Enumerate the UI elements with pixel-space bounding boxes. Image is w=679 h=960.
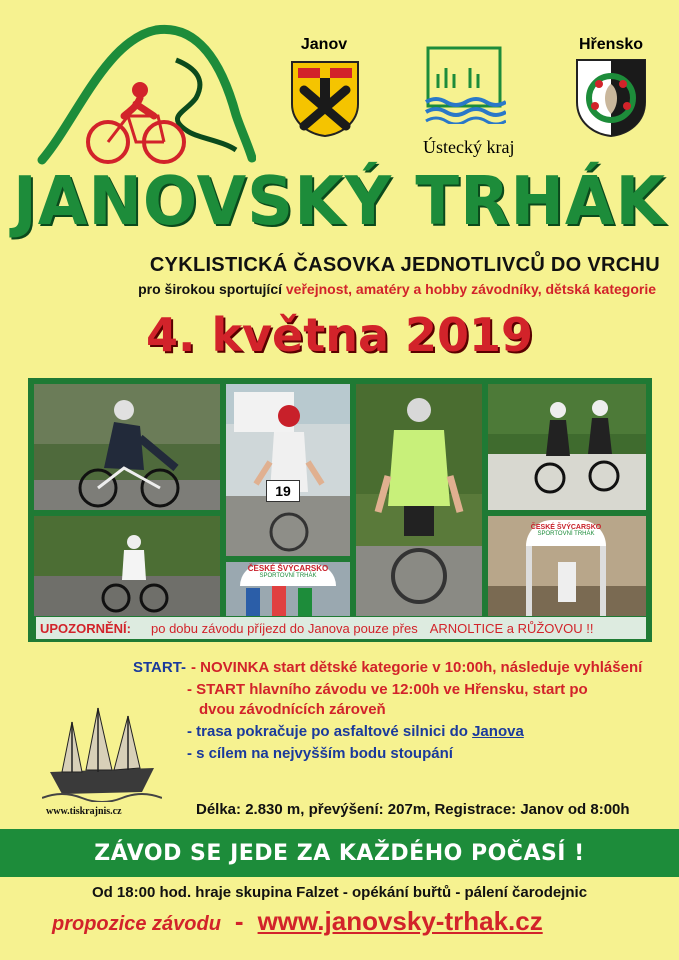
info-line1-dash: -: [191, 659, 196, 676]
cyclist-figure: [64, 398, 184, 508]
photo-rider-road: [34, 516, 220, 616]
photo-start-arch: [488, 516, 646, 616]
tagline-highlight: veřejnost, amatéry a hobby závodníky, dětská kategorie: [285, 281, 656, 297]
weather-banner-text: ZÁVOD SE JEDE ZA KAŽDÉHO POČASÍ !: [94, 840, 585, 866]
start-info: [133, 658, 663, 788]
website-link[interactable]: www.janovsky-trhak.cz: [257, 906, 543, 936]
footer: [52, 906, 652, 937]
start-arch-banner: [526, 520, 606, 546]
footer-label: propozice závodu: [52, 913, 221, 935]
cyclist-figure: [528, 398, 628, 498]
race-details: Délka: 2.830 m, převýšení: 207m, Registrace: Janov od 8:00h: [196, 801, 630, 818]
photo-rider-number: [226, 384, 350, 556]
podium-banner-line1: ČESKÉ ŠVÝCARSKO: [247, 564, 329, 573]
footer-dash: -: [234, 906, 244, 936]
printer-url[interactable]: www.tiskrajnis.cz: [46, 806, 122, 817]
tagline-prefix: pro širokou sportující: [138, 281, 282, 297]
sailing-ship-illustration: [42, 702, 162, 802]
photo-two-riders: [488, 384, 646, 510]
region-label: Ústecký kraj: [423, 137, 515, 157]
info-line-main-start: - START hlavního závodu ve 12:00h ve Hřensku, start po: [187, 681, 588, 698]
photo-rider-yellow: [356, 384, 482, 616]
warning-bar: [36, 617, 646, 639]
info-line-main-start-cont: dvou závodnících zároveň: [199, 701, 386, 718]
info-line-kids-start: [191, 658, 642, 678]
photo-collage: [28, 378, 652, 642]
event-date: 4. května 2019: [145, 308, 534, 362]
evening-program: Od 18:00 hod. hraje skupina Falzet - opékání buřtů - pálení čarodejnic: [91, 884, 588, 901]
arch-banner-line1: ČESKÉ ŠVÝCARSKO: [530, 524, 602, 531]
cyclist-figure: [364, 396, 474, 606]
info-line-finish: - s cílem na nejvyšším bodu stoupání: [187, 745, 453, 762]
warning-text: po dobu závodu příjezd do Janova pouze přes: [151, 620, 418, 636]
janov-coat-of-arms-icon: [290, 60, 360, 138]
info-line1-text: NOVINKA start dětské kategorie v 10:00h, následuje vyhlášení: [200, 659, 643, 676]
info-route-text: - trasa pokračuje po asfaltové silnici do: [187, 723, 468, 740]
hrensko-coat-of-arms-icon: [575, 58, 647, 138]
weather-banner: [0, 829, 679, 877]
info-route-link[interactable]: Janova: [472, 723, 524, 740]
info-line-route: [187, 722, 524, 742]
crest-label-janov: Janov: [300, 36, 348, 53]
warning-highlight: ARNOLTICE a RŮŽOVOU !!: [429, 620, 594, 636]
photo-podium: [226, 562, 350, 616]
ustecky-kraj-logo-icon: [424, 44, 506, 124]
podium-banner-line2: SPORTOVNÍ TRHÁK: [259, 573, 317, 579]
cyclist-figure: [244, 402, 334, 552]
event-subtitle: CYKLISTICKÁ ČASOVKA JEDNOTLIVCŮ DO VRCHU: [149, 254, 660, 276]
photo-rider-dark-kit: [34, 384, 220, 510]
event-title: JANOVSKÝ TRHÁK: [12, 163, 667, 241]
warning-label: UPOZORNĚNÍ:: [40, 620, 131, 636]
start-label: START-: [133, 659, 187, 676]
podium-banner: [240, 564, 336, 586]
cyclist-figure: [94, 534, 174, 614]
arch-banner-line2: SPORTOVNÍ TRHÁK: [537, 531, 595, 537]
crest-label-hrensko: Hřensko: [578, 36, 644, 53]
mountain-cyclist-logo: [36, 20, 256, 170]
race-number: 19: [266, 480, 300, 502]
event-tagline: [20, 281, 656, 297]
